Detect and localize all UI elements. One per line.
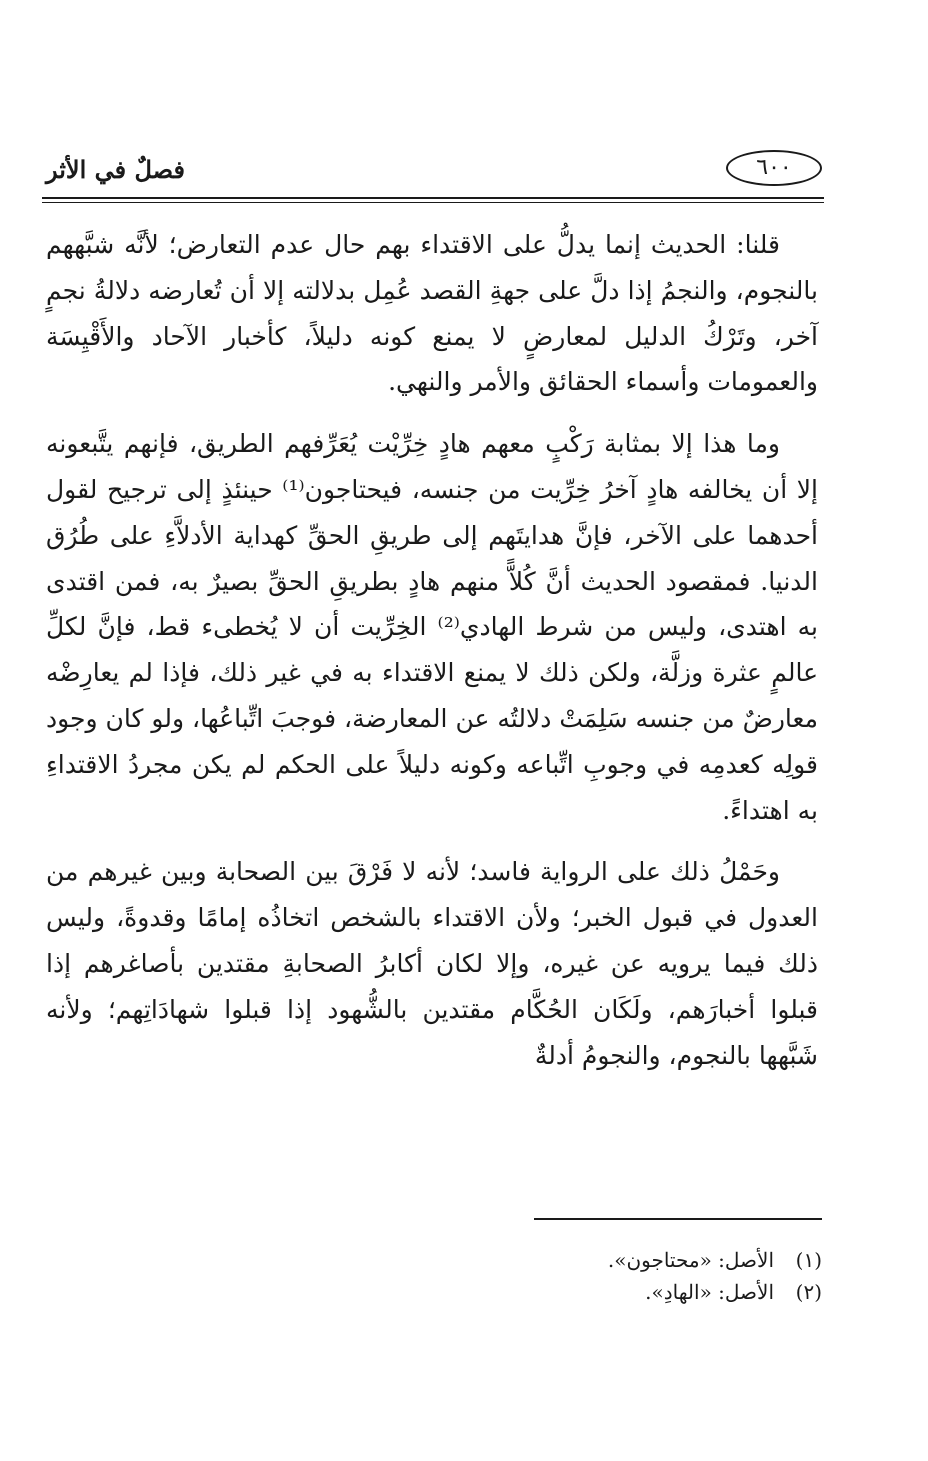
paragraph-1: قلنا: الحديث إنما يدلُّ على الاقتداء بهم حال عدم التعارض؛ لأنَّه شبَّههم بالنجوم، والنجمُ إذا دلَّ على جهةِ القصد عُمِل بدلالته إلا أن تُعارضه دلالةُ نجمٍ آخر، وتَرْكُ الدليل لمعارضٍ لا يمنع كونه دليلاً، كأخبار الآحاد والأَقْيِسَة والعمومات وأسماء الحقائق والأمر والنهي. — [46, 230, 818, 397]
page-header — [42, 150, 822, 202]
paragraph-2: وما هذا إلا بمثابة رَكْبٍ معهم هادٍ خِرِّيْت يُعَرِّفهم الطريق، فإنهم يتَّبعونه إلا أن يخالفه هادٍ آخرُ خِرِّيت من جنسه، فيحتاجون⁽¹⁾ حينئذٍ إلى ترجيح لقول أحدهما على الآخر، فإنَّ هدايتَهم إلى طريقِ الحقِّ كهداية الأدلاَّءِ على طُرُق الدنيا. فمقصود الحديث أنَّ كُلاًّ منهم هادٍ بطريقِ الحقِّ بصيرٌ به، فمن اقتدى به اهتدى، وليس من شرط الهادي⁽²⁾ الخِرِّيت أن لا يُخطىء قط، فإنَّ لكلِّ عالمٍ عثرة وزلَّة، ولكن ذلك لا يمنع الاقتداء به في غير ذلك، فإذا لم يعارِضْه معارضٌ من جنسه سَلِمَتْ دلالتُه عن المعارضة، فوجبَ اتِّباعُها، ولو كان وجود قولِه كعدمِه في وجوبِ اتِّباعه وكونه دليلاً على الحكم لم يكن مجردُ الاقتداءِ به اهتداءً. — [46, 429, 819, 825]
main-text — [46, 222, 818, 1094]
header-rule-thin — [42, 202, 824, 203]
running-title: فصلٌ في الأثر — [46, 155, 185, 184]
footnote-number: (٢) — [795, 1280, 822, 1304]
footnote-2 — [300, 1276, 822, 1308]
page-number-badge — [726, 150, 822, 186]
footnote-text: الأصل: «الهادِ». — [645, 1280, 774, 1304]
footnote-separator — [534, 1218, 822, 1220]
header-rule — [42, 197, 824, 199]
footnotes — [300, 1244, 822, 1308]
page-number: ٦٠٠ — [756, 155, 792, 180]
footnote-number: (١) — [795, 1248, 822, 1272]
footnote-text: الأصل: «محتاجون». — [607, 1248, 774, 1272]
paragraph-3: وحَمْلُ ذلك على الرواية فاسد؛ لأنه لا فَرْقَ بين الصحابة وبين غيرهم من العدول في قبول الخبر؛ ولأن الاقتداء بالشخص اتخاذُه إمامًا وقدوةً، وليس ذلك فيما يرويه عن غيره، وإلا لكان أكابرُ الصحابةِ مقتدين بأصاغرهم إذا قبلوا أخبارَهم، ولَكَان الحُكَّام مقتدين بالشُّهود إذا قبلوا شهادَاتِهم؛ ولأنه شَبَّهها بالنجوم، والنجومُ أدلةٌ — [46, 857, 818, 1070]
footnote-1 — [300, 1244, 822, 1276]
